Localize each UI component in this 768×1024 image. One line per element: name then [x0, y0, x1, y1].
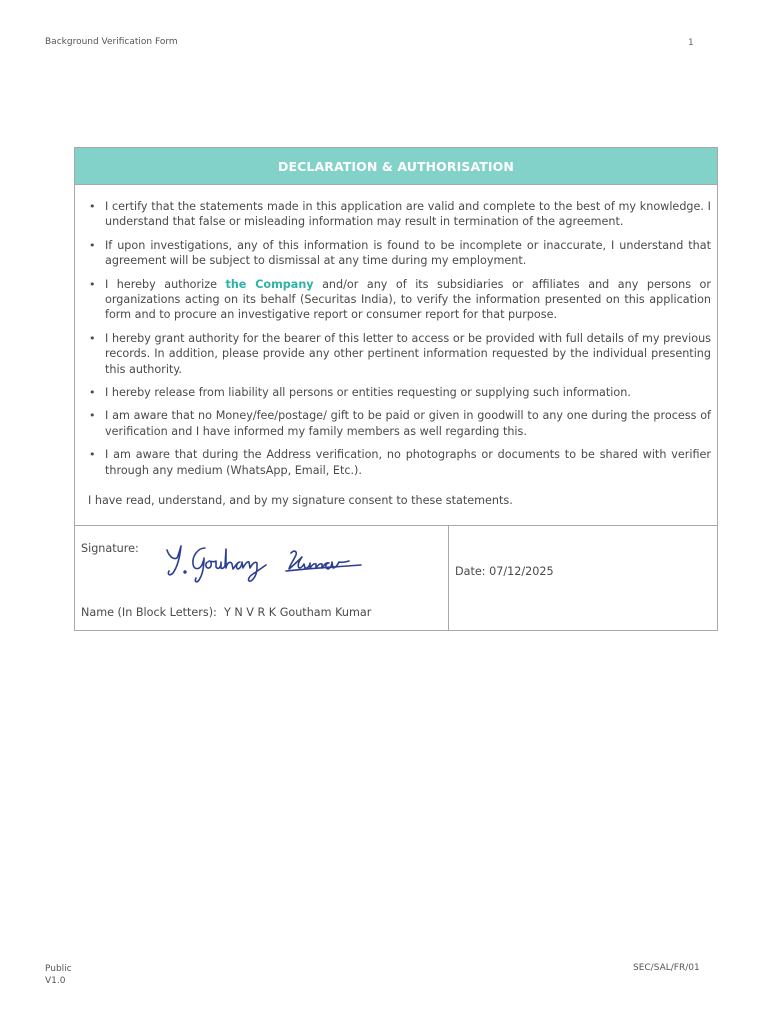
declaration-item: • I certify that the statements made in this application are valid and complete to the best of my knowledge. I understand that false or misleading information may result in termination of the agreement. — [105, 199, 711, 230]
signature-cell — [75, 526, 449, 630]
declaration-item: • I hereby release from liability all persons or entities requesting or supplying such information. — [105, 385, 711, 400]
footer-doc-code: SEC/SAL/FR/01 — [633, 963, 700, 973]
signature-image — [161, 540, 371, 586]
footer-left — [45, 963, 72, 987]
declaration-list — [87, 199, 711, 478]
header-title: Background Verification Form — [45, 37, 178, 47]
date-value: 07/12/2025 — [489, 565, 554, 579]
page-number: 1 — [688, 38, 694, 48]
name-label: Name (In Block Letters): — [81, 606, 217, 620]
signature-label: Signature: — [81, 542, 139, 556]
declaration-box — [74, 147, 718, 631]
declaration-item — [105, 277, 711, 323]
footer-version: V1.0 — [45, 976, 66, 986]
date-cell — [449, 526, 717, 630]
declaration-item: • If upon investigations, any of this information is found to be incomplete or inaccurate, I understand that agreement will be subject to dismissal at any time during my employment. — [105, 238, 711, 269]
name-value: Y N V R K Goutham Kumar — [223, 606, 372, 620]
date-label: Date: — [455, 565, 486, 579]
item-text: and/or any of its subsidiaries or affiliates and any persons or organizations acting on its behalf (Securitas India), to verify the information presented on this application form and to procure an investigative report or consumer report for that purpose. — [105, 277, 711, 322]
item-text: I hereby authorize — [105, 277, 226, 291]
declaration-heading: DECLARATION & AUTHORISATION — [75, 148, 717, 185]
block-name-line — [81, 606, 371, 619]
declaration-item: • I am aware that no Money/fee/postage/ gift to be paid or given in goodwill to any one during the process of verification and I have informed my family members as well regarding this. — [105, 408, 711, 439]
declaration-item: • I am aware that during the Address verification, no photographs or documents to be shared with verifier through any medium (WhatsApp, Email, Etc.). — [105, 447, 711, 478]
signature-row — [75, 526, 717, 630]
declaration-item: • I hereby grant authority for the bearer of this letter to access or be provided with full details of my previous records. In addition, please provide any other pertinent information requested by the individual presenting this authority. — [105, 331, 711, 377]
footer-classification: Public — [45, 964, 72, 974]
company-highlight: the Company — [225, 277, 314, 291]
date-line — [455, 565, 554, 578]
consent-statement: I have read, understand, and by my signature consent to these statements. — [88, 494, 513, 508]
declaration-body — [75, 185, 717, 526]
